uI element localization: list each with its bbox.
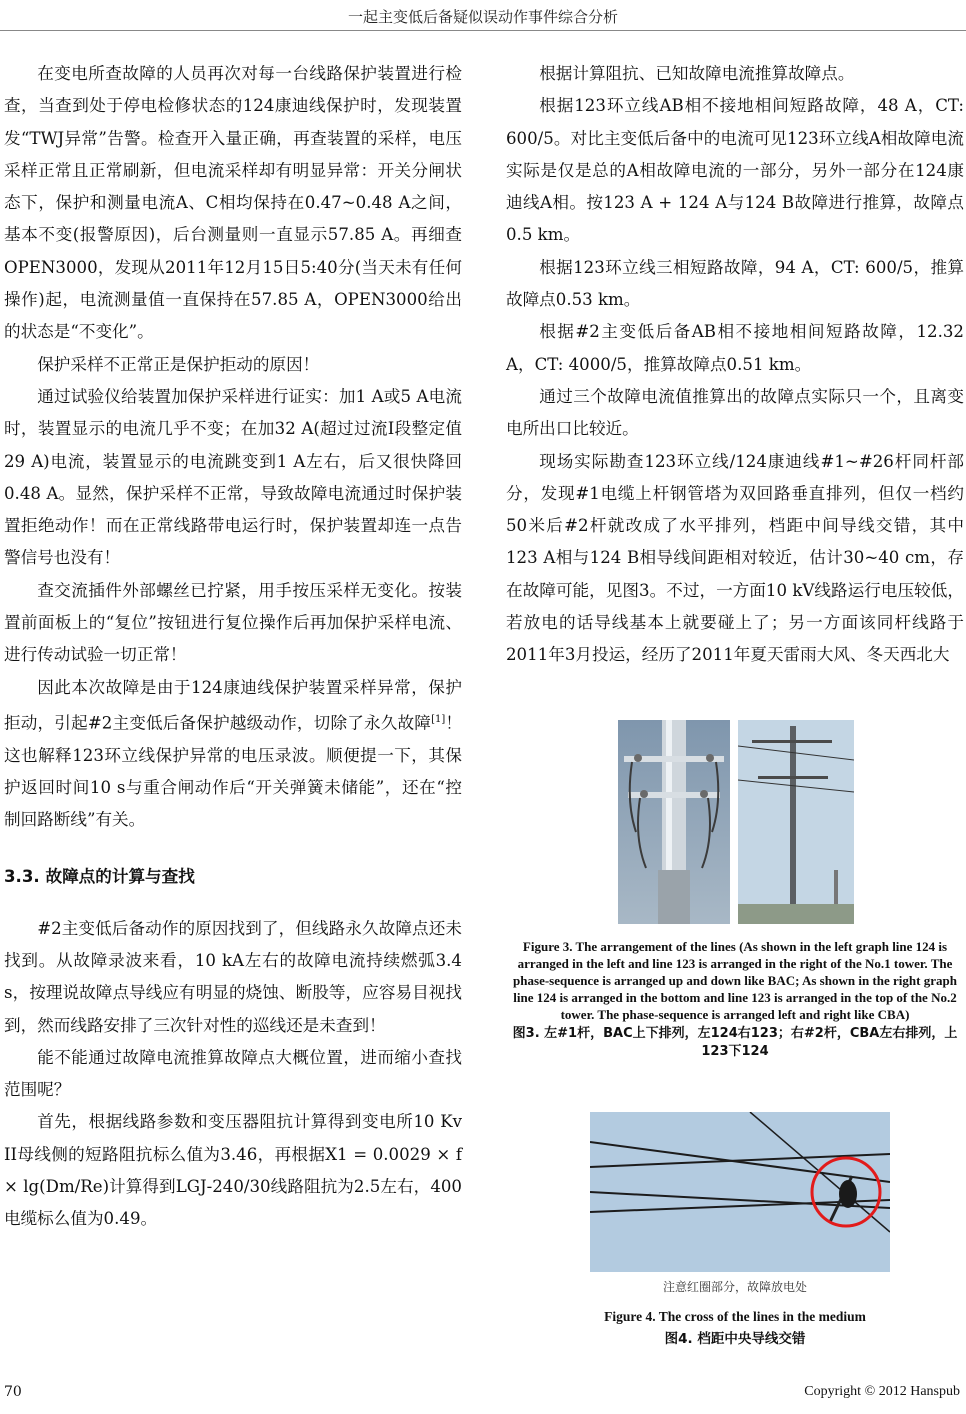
figure-4-note: 注意红圈部分，故障放电处 [662,1280,807,1294]
tower-1-photo [618,720,730,924]
paragraph-text: 因此本次故障是由于124康迪线保护装置采样异常，保护拒动，引起#2主变低后备保护越级动作，切除了永久故障 [4,677,462,733]
paragraph: 现场实际勘查123环立线/124康迪线#1~#26杆同杆部分，发现#1电缆上杆钢管塔为双回路垂直排列，但仅一档约50米后#2杆就改成了水平排列，档距中间导线交错，其中123 A相与124 B相导线间距相对较近，估计30~40 cm，存在故障可能，见图3。不过，一方面10 kV线路运行电压较低，若放电的话导线基本上就要碰上了；另一方面该同杆线路于2011年3月投运，经历了2011年夏天雷雨大风、冬天西北大 [506,451,964,665]
paragraph: 在变电所查故障的人员再次对每一台线路保护装置进行检查，当查到处于停电检修状态的124康迪线保护时，发现装置发“TWJ异常”告警。检查开入量正确，再查装置的采样，电压采样正常且正常刷新，但电流采样却有明显异常：开关分闸状态下，保护和测量电流A、C相均保持在0.47~0.48 A之间，基本不变(报警原因)，后台测量则一直显示57.85 A。再细查OPEN3000，发现从2011年12月15日5:40分(当天未有任何操作)起，电流测量值一直保持在57.85 A，OPEN3000给出的状态是“不变化”。 [4,64,462,342]
paragraph: 通过试验仪给装置加保护采样进行证实：加1 A或5 A电流时，装置显示的电流几乎不变；在加32 A(超过过流I段整定值29 A)电流，装置显示的电流跳变到1 A左右，后又很快降回0.48 A。显然，保护采样不正常，导致故障电流通过时保护装置拒绝动作！而在正常线路带电运行时，保护装置却连一点告警信号也没有！ [4,386,462,568]
paragraph-text: ！这也解释123环立线保护异常的电压录波。顺便提一下，其保护返回时间10 s与重合闸动作后“开关弹簧未储能”，还在“控制回路断线”有关。 [4,713,463,830]
line-cross-photo [590,1112,890,1272]
copyright: Copyright © 2012 Hanspub [804,1384,960,1399]
paragraph: 根据123环立线三相短路故障，94 A，CT: 600/5，推算故障点0.53 km。 [506,257,964,310]
paragraph: 根据#2主变低后备AB相不接地相间短路故障，12.32 A，CT: 4000/5，推算故障点0.51 km。 [506,322,964,374]
header-rule [0,30,966,31]
paragraph: 查交流插件外部螺丝已拧紧，用手按压采样无变化。按装置前面板上的“复位”按钮进行复位操作后再加保护采样电流、进行传动试验一切正常！ [4,580,462,665]
figure-3-caption-zh: 图3. 左#1杆，BAC上下排列，左124右123；右#2杆，CBA左右排列，上123下124 [512,1026,958,1059]
section-title: 3.3. 故障点的计算与查找 [4,866,195,886]
figure-4 [506,1112,964,1347]
tower-2-photo [738,720,854,924]
paragraph [4,672,462,837]
left-column [4,58,462,1236]
paragraph: 根据123环立线AB相不接地相间短路故障，48 A，CT: 600/5。对比主变低后备中的电流可见123环立线A相故障电流实际是仅是总的A相故障电流的一部分，另外一部分在124康迪线A相。按123 A + 124 A与124 B故障进行推算，故障点0.5 km。 [506,96,964,245]
paragraph: 通过三个故障电流值推算出的故障点实际只一个，且离变电所出口比较近。 [506,386,964,439]
paragraph: #2主变低后备动作的原因找到了，但线路永久故障点还未找到。从故障录波来看，10 kA左右的故障电流持续燃弧3.4 s，按理说故障点导线应有明显的烧蚀、断股等，应容易目视找到，然而线路安排了三次针对性的巡线还是未查到！ [4,918,462,1035]
figure-4-caption-zh: 图4. 档距中央导线交错 [664,1331,806,1347]
page-number: 70 [4,1384,22,1400]
running-header: 一起主变低后备疑似误动作事件综合分析 [347,8,618,26]
figure-3 [506,720,964,1061]
figure-3-caption-en: Figure 3. The arrangement of the lines (As shown in the left graph line 124 is arranged in the left and line 123 is arranged in the right of the No.1 tower. The phase-sequence is arranged up and down like BAC; As shown in the right graph line 124 is arranged in the bottom and line 123 is arranged in the top of the No.2 tower. The phase-sequence is arranged left and right like CBA) [513,939,957,1022]
paragraph: 能不能通过故障电流推算故障点大概位置，进而缩小查找范围呢？ [4,1047,462,1100]
paragraph: 首先，根据线路参数和变压器阻抗计算得到变电所10 Kv II母线侧的短路阻抗标么值为3.46，再根据X1 = 0.0029 × f × lg(Dm/Re)计算得到LGJ-240/30线路阻抗为2.5左右，400电缆标么值为0.49。 [4,1112,462,1229]
figure-4-caption-en: Figure 4. The cross of the lines in the medium [604,1309,866,1324]
right-column [506,58,964,672]
citation-ref[interactable]: [1] [431,713,446,725]
paragraph: 根据计算阻抗、已知故障电流推算故障点。 [539,64,855,83]
paragraph: 保护采样不正常正是保护拒动的原因！ [37,354,320,374]
